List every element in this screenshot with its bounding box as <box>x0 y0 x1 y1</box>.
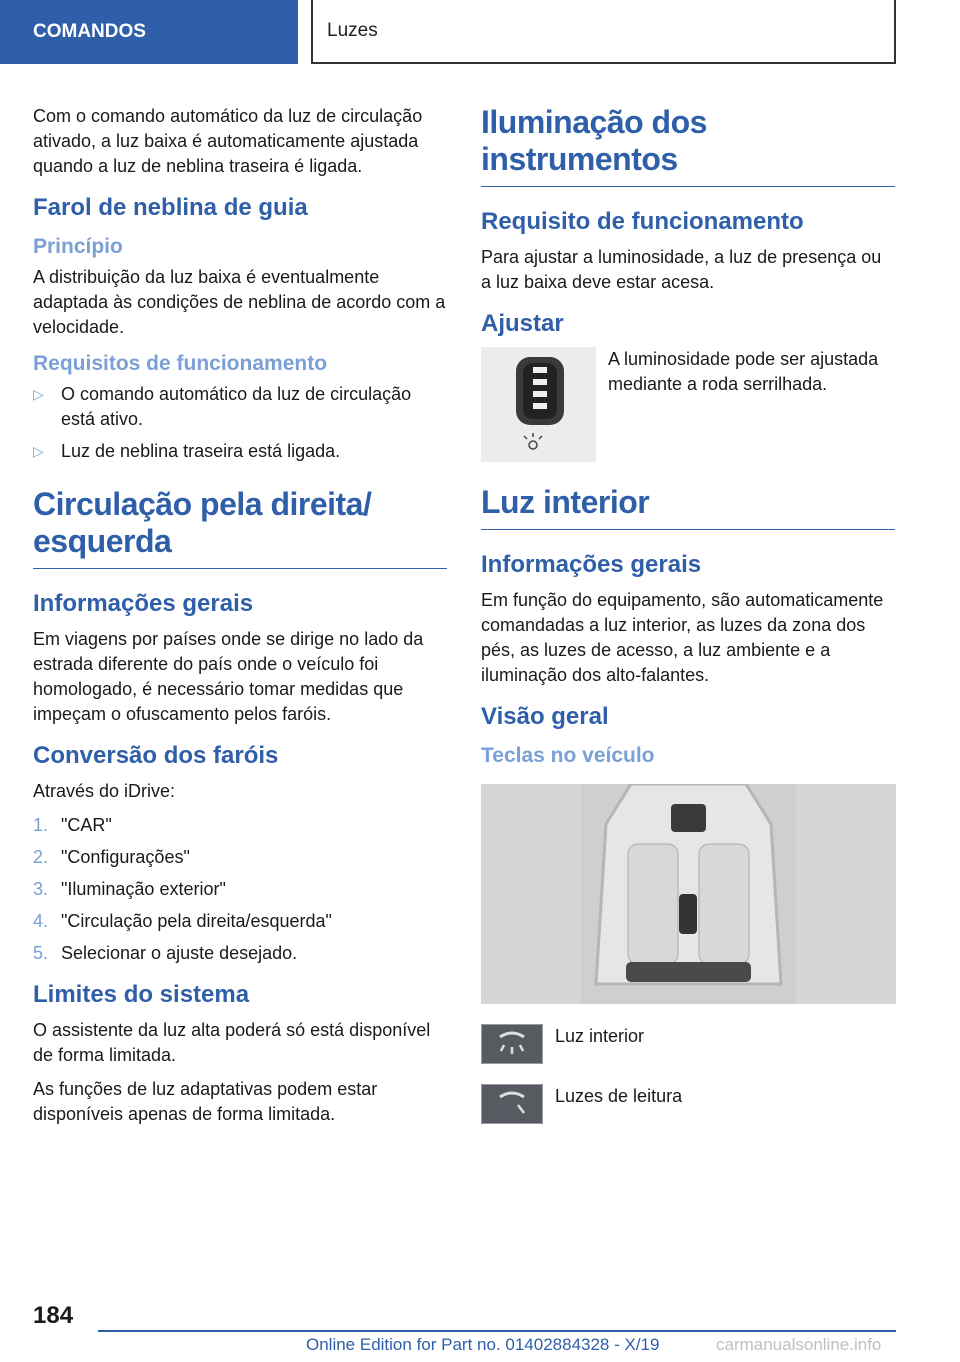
list-item: 1. "CAR" <box>33 815 112 835</box>
limits-text-2: As funções de luz adaptativas podem estar disponíveis apenas de forma limitada. <box>33 1079 378 1124</box>
list-item: ▷ Luz de neblina traseira está ligada. <box>33 439 447 464</box>
list-item: ▷ O comando automático da luz de circulação está ativo. <box>33 384 412 429</box>
general-info-heading: Informações gerais <box>33 590 254 617</box>
info-text: Em função do equipamento, são automaticamente comandadas a luz interior, as luzes da zona dos pés, as luzes de acesso, a luz ambiente e a iluminação dos alto-falantes. <box>481 590 884 685</box>
list-item: 3. "Iluminação exterior" <box>33 879 226 899</box>
knurled-wheel-image <box>481 347 596 462</box>
principle-heading: Princípio <box>33 235 123 258</box>
triangle-bullet-icon: ▷ <box>33 443 44 459</box>
legend-label: Luz interior <box>555 1026 645 1046</box>
vehicle-keys-heading: Teclas no veículo <box>481 744 655 767</box>
watermark: carmanualsonline.info <box>716 1335 882 1354</box>
interior-light-heading: Luz interior <box>481 484 895 530</box>
requirements-heading: Requisitos de funcionamento <box>33 352 328 375</box>
footer-edition: Online Edition for Part no. 01402884328 - X/19 <box>306 1335 660 1354</box>
footer-divider <box>98 1330 896 1332</box>
list-item: 4. "Circulação pela direita/esquerda" <box>33 911 332 931</box>
limits-heading: Limites do sistema <box>33 981 250 1008</box>
principle-text: A distribuição da luz baixa é eventualmente adaptada às condições de neblina de acordo com a velocidade. <box>33 267 446 337</box>
conversion-heading: Conversão dos faróis <box>33 742 279 769</box>
conversion-intro: Através do iDrive: <box>33 781 176 801</box>
reading-light-icon <box>481 1084 543 1124</box>
adjust-text: A luminosidade pode ser ajustada mediante a roda serrilhada. <box>608 349 879 394</box>
legend-row <box>481 1024 895 1064</box>
requirement-text: Para ajustar a luminosidade, a luz de presença ou a luz baixa deve estar acesa. <box>481 247 882 292</box>
general-info-text: Em viagens por países onde se dirige no lado da estrada diferente do país onde o veículo foi homologado, é necessário tomar medidas que impeçam o ofuscamento pelos faróis. <box>33 629 424 724</box>
left-column <box>33 104 447 1136</box>
intro-text: Com o comando automático da luz de circulação ativado, a luz baixa é automaticamente ajustada quando a luz de neblina traseira é ligada. <box>33 106 423 176</box>
roof-console-image <box>481 784 896 1004</box>
info-heading: Informações gerais <box>481 551 702 578</box>
legend-label: Luzes de leitura <box>555 1086 683 1106</box>
traffic-side-heading: Circulação pela direita/ esquerda <box>33 486 447 569</box>
adjust-block <box>481 347 895 462</box>
triangle-bullet-icon: ▷ <box>33 386 44 402</box>
requirements-list <box>33 382 447 464</box>
right-column <box>481 104 895 1144</box>
roof-console-illustration <box>481 784 896 1004</box>
instrument-lighting-heading: Iluminação dos instrumentos <box>481 104 895 187</box>
page-number: 184 <box>33 1302 74 1329</box>
requirement-heading: Requisito de funcionamento <box>481 208 804 235</box>
legend-row <box>481 1084 895 1124</box>
section-tab: COMANDOS <box>0 0 298 64</box>
topic-tab: Luzes <box>311 0 896 64</box>
fog-guide-heading: Farol de neblina de guia <box>33 194 308 221</box>
list-item: 5. Selecionar o ajuste desejado. <box>33 943 298 963</box>
overview-heading: Visão geral <box>481 703 609 730</box>
interior-light-icon <box>481 1024 543 1064</box>
steps-list <box>33 813 447 966</box>
list-item: 2. "Configurações" <box>33 847 190 867</box>
knurled-wheel-icon <box>481 347 596 462</box>
adjust-heading: Ajustar <box>481 310 564 337</box>
limits-text-1: O assistente da luz alta poderá só está disponível de forma limitada. <box>33 1020 431 1065</box>
